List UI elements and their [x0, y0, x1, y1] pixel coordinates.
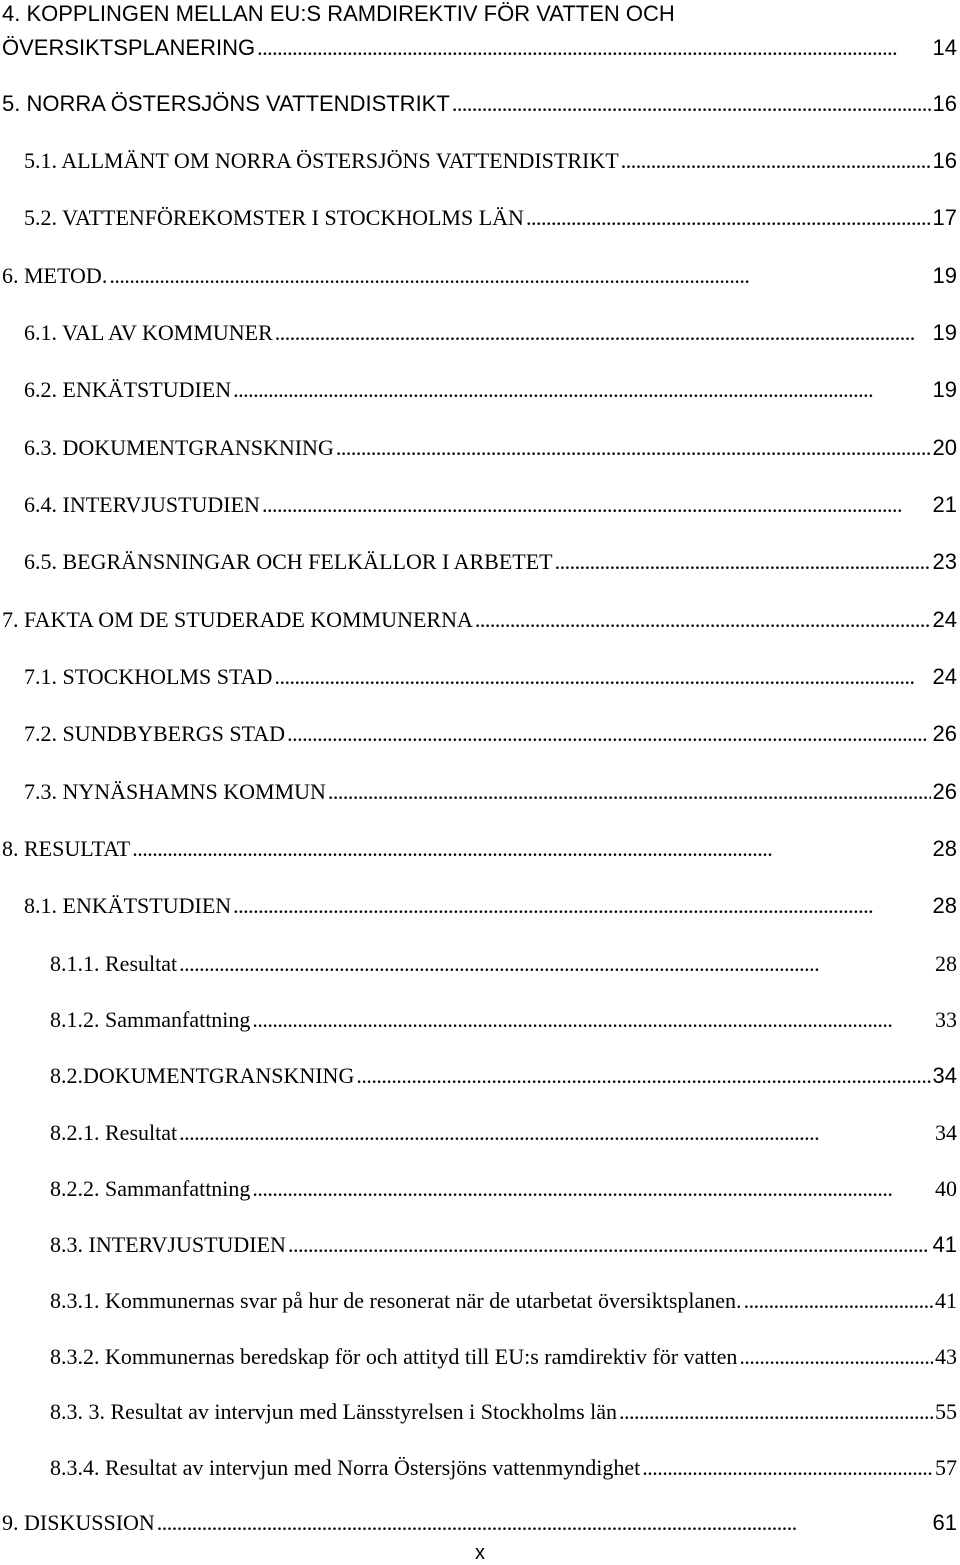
toc-entry-label: 6.2. ENKÄTSTUDIEN — [24, 377, 232, 402]
toc-page-number: 21 — [932, 492, 957, 517]
toc-entry-label: 8.3.4. Resultat av intervjun med Norra Östersjöns vattenmyndighet — [50, 1455, 641, 1480]
dot-leader — [328, 778, 931, 806]
toc-page-number: 33 — [935, 1007, 957, 1032]
toc-entry-8-3-3[interactable] — [0, 1398, 960, 1438]
toc-entry-6-2[interactable] — [0, 376, 960, 416]
toc-page-number: 19 — [932, 320, 957, 345]
dot-leader — [257, 34, 930, 62]
toc-entry-label: 7. FAKTA OM DE STUDERADE KOMMUNERNA — [2, 607, 473, 632]
toc-entry-label: 6.4. INTERVJUSTUDIEN — [24, 492, 260, 517]
dot-leader — [287, 720, 930, 748]
toc-entry-label: 5. NORRA ÖSTERSJÖNS VATTENDISTRIKT — [2, 91, 450, 116]
toc-entry-label: 6.3. DOKUMENTGRANSKNING — [24, 435, 334, 460]
toc-page-number: 57 — [935, 1455, 957, 1480]
toc-entry-label: 8.3. 3. Resultat av intervjun med Länsstyrelsen i Stockholms län — [50, 1399, 618, 1424]
toc-page-number: 34 — [932, 1063, 957, 1088]
toc-page-number: 16 — [932, 91, 957, 116]
toc-entry-label: 8.1.2. Sammanfattning — [50, 1007, 251, 1032]
toc-entry-label: 8.2.1. Resultat — [50, 1120, 178, 1145]
toc-entry-label: 6.1. VAL AV KOMMUNER — [24, 320, 273, 345]
dot-leader — [252, 1006, 933, 1034]
toc-entry-8-2[interactable] — [0, 1062, 960, 1102]
dot-leader — [356, 1062, 930, 1090]
toc-page-number: 26 — [932, 721, 957, 746]
dot-leader — [233, 892, 930, 920]
dot-leader — [555, 548, 931, 576]
toc-page-number: 26 — [932, 779, 957, 804]
dot-leader — [619, 1398, 933, 1426]
toc-page-number: 28 — [935, 951, 957, 976]
dot-leader — [642, 1454, 933, 1482]
toc-entry-label: 8.3. INTERVJUSTUDIEN — [50, 1232, 286, 1257]
toc-entry-label: ÖVERSIKTSPLANERING — [2, 35, 256, 60]
dot-leader — [157, 1509, 931, 1537]
toc-entry-8-1-2[interactable] — [0, 1006, 960, 1046]
toc-entry-label-line1: 4. KOPPLINGEN MELLAN EU:S RAMDIREKTIV FÖR VATTEN OCH — [2, 1, 675, 26]
toc-entry-7-3[interactable] — [0, 778, 960, 818]
toc-entry-7-2[interactable] — [0, 720, 960, 760]
toc-page-number: 19 — [932, 377, 957, 402]
toc-entry-label: 7.2. SUNDBYBERGS STAD — [24, 721, 286, 746]
toc-entry-6[interactable] — [0, 262, 960, 302]
toc-page-number: 43 — [935, 1344, 957, 1369]
toc-entry-4[interactable] — [0, 0, 960, 70]
toc-entry-5-1[interactable] — [0, 147, 960, 187]
toc-entry-5-2[interactable] — [0, 204, 960, 244]
toc-page-number: 61 — [932, 1510, 957, 1535]
toc-entry-8-2-2[interactable] — [0, 1175, 960, 1215]
toc-entry-8-1[interactable] — [0, 892, 960, 932]
toc-page-number: 28 — [932, 836, 957, 861]
toc-entry-label: 8. RESULTAT — [2, 836, 131, 861]
dot-leader — [274, 663, 930, 691]
toc-entry-5[interactable] — [0, 90, 960, 130]
toc-entry-label: 8.1. ENKÄTSTUDIEN — [24, 893, 232, 918]
toc-entry-7[interactable] — [0, 606, 960, 646]
toc-page-number: 55 — [935, 1399, 957, 1424]
toc-entry-label: 6. METOD. — [2, 263, 108, 288]
dot-leader — [252, 1175, 933, 1203]
toc-entry-8-2-1[interactable] — [0, 1119, 960, 1159]
toc-entry-label: 8.1.1. Resultat — [50, 951, 178, 976]
dot-leader — [336, 434, 931, 462]
toc-entry-6-5[interactable] — [0, 548, 960, 588]
dot-leader — [262, 491, 931, 519]
toc-page-number: 16 — [932, 148, 957, 173]
toc-page-number: 28 — [932, 893, 957, 918]
dot-leader — [452, 90, 931, 118]
dot-leader — [526, 204, 931, 232]
toc-page-number: 41 — [932, 1232, 957, 1257]
dot-leader — [132, 835, 930, 863]
page-footer-number: x — [475, 1542, 485, 1564]
dot-leader — [233, 376, 930, 404]
toc-page-number: 41 — [935, 1288, 957, 1313]
toc-entry-8-3-1[interactable] — [0, 1287, 960, 1327]
dot-leader — [744, 1287, 933, 1315]
toc-entry-label: 8.3.2. Kommunernas beredskap för och attityd till EU:s ramdirektiv för vatten — [50, 1344, 738, 1369]
toc-page-number: 20 — [932, 435, 957, 460]
toc-entry-6-3[interactable] — [0, 434, 960, 474]
dot-leader — [621, 147, 931, 175]
dot-leader — [109, 262, 930, 290]
dot-leader — [179, 1119, 933, 1147]
toc-entry-7-1[interactable] — [0, 663, 960, 703]
toc-entry-8-1-1[interactable] — [0, 950, 960, 990]
toc-entry-label: 7.3. NYNÄSHAMNS KOMMUN — [24, 779, 326, 804]
toc-entry-label: 8.2.2. Sammanfattning — [50, 1176, 251, 1201]
toc-entry-6-4[interactable] — [0, 491, 960, 531]
dot-leader — [275, 319, 931, 347]
toc-page-number: 14 — [932, 35, 957, 60]
toc-entry-label: 9. DISKUSSION — [2, 1510, 155, 1535]
toc-entry-8[interactable] — [0, 835, 960, 875]
toc-page-number: 23 — [932, 549, 957, 574]
toc-page-number: 17 — [932, 205, 957, 230]
toc-page-number: 34 — [935, 1120, 957, 1145]
toc-page-number: 24 — [932, 607, 957, 632]
toc-entry-label: 5.2. VATTENFÖREKOMSTER I STOCKHOLMS LÄN — [24, 205, 524, 230]
toc-entry-8-3[interactable] — [0, 1231, 960, 1271]
toc-entry-8-3-2[interactable] — [0, 1343, 960, 1383]
toc-entry-8-3-4[interactable] — [0, 1454, 960, 1494]
dot-leader — [288, 1231, 931, 1259]
toc-entry-label: 5.1. ALLMÄNT OM NORRA ÖSTERSJÖNS VATTENDISTRIKT — [24, 148, 619, 173]
toc-page-number: 24 — [932, 664, 957, 689]
toc-entry-label: 8.3.1. Kommunernas svar på hur de resonerat när de utarbetat översiktsplanen. — [50, 1288, 742, 1313]
toc-page-number: 19 — [932, 263, 957, 288]
toc-page-number: 40 — [935, 1176, 957, 1201]
dot-leader — [739, 1343, 933, 1371]
dot-leader — [179, 950, 933, 978]
toc-entry-label: 6.5. BEGRÄNSNINGAR OCH FELKÄLLOR I ARBETET — [24, 549, 553, 574]
toc-entry-6-1[interactable] — [0, 319, 960, 359]
toc-entry-label: 8.2.DOKUMENTGRANSKNING — [50, 1063, 355, 1088]
toc-entry-label: 7.1. STOCKHOLMS STAD — [24, 664, 273, 689]
dot-leader — [475, 606, 931, 634]
